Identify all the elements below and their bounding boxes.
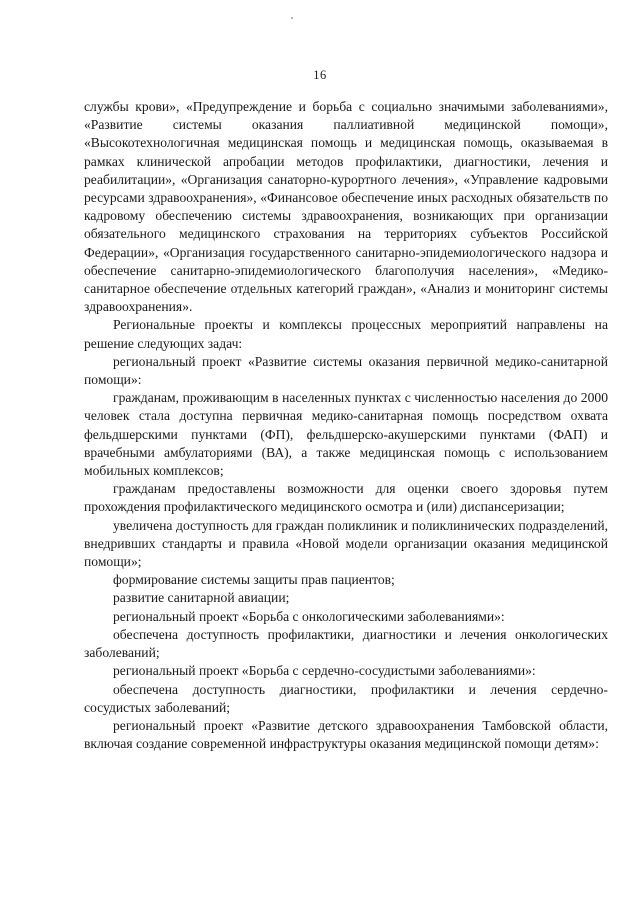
paragraph-project-oncology: региональный проект «Борьба с онкологическими заболеваниями»: (113, 608, 505, 624)
paragraph-project-child-health: региональный проект «Развитие детского здравоохранения Тамбовской области, включая создание современной инфраструктуры оказания медицинской помощи детям»: (84, 717, 608, 752)
paragraph-oncology-access: обеспечена доступность профилактики, диагностики и лечения онкологических заболеваний; (84, 626, 608, 661)
paragraph-air-ambulance: развитие санитарной авиации; (113, 590, 290, 606)
paragraph-cardiology-access: обеспечена доступность диагностики, профилактики и лечения сердечно-сосудистых заболеваний; (84, 681, 608, 715)
document-body (84, 98, 608, 753)
paragraph-continuation: службы крови», «Предупреждение и борьба с социально значимыми заболеваниями», «Развитие системы оказания паллиативной медицинской помощи», «Высокотехнологичная медицинская помощь и медицинская помощь, оказываемая в рамках клинической апробации методов профилактики, диагностики, лечения и реабилитации», «Организация санаторно-курортного лечения», «Управление кадровыми ресурсами здравоохранения», «Финансовое обеспечение иных расходных обязательств по кадровому обеспечению системы здравоохранения, возникающих при организации обязательного медицинского страхования на территориях субъектов Российской Федерации», «Организация государственного санитарно-эпидемиологического надзора и обеспечение санитарно-эпидемиологического благополучия населения», «Медико-санитарное обеспечение отдельных категорий граждан», «Анализ и мониторинг системы здравоохранения». (84, 99, 608, 315)
paragraph-patient-rights: формирование системы защиты прав пациентов; (113, 572, 395, 588)
scan-speck (291, 17, 293, 19)
paragraph-project-primary-care: региональный проект «Развитие системы оказания первичной медико-санитарной помощи»: (84, 353, 608, 388)
paragraph-intro-tasks: Региональные проекты и комплексы процессных мероприятий направлены на решение следующих задач: (84, 317, 608, 351)
page-number: 16 (313, 68, 327, 82)
paragraph-health-assessment: гражданам предоставлены возможности для оценки своего здоровья путем прохождения профилактического медицинского осмотра и (или) диспансеризации; (84, 481, 608, 515)
paragraph-project-cardiology: региональный проект «Борьба с сердечно-сосудистыми заболеваниями»: (113, 663, 536, 679)
paragraph-rural-access: гражданам, проживающим в населенных пунктах с численностью населения до 2000 человек стала доступна первичная медико-санитарная помощь посредством охвата фельдшерскими пунктами (ФП), фельдшерско-акушерскими пунктами (ФАП) и врачебными амбулаториями (ВА), а также медицинская помощь с использованием мобильных комплексов; (84, 390, 608, 479)
paragraph-clinic-access: увеличена доступность для граждан поликлиник и поликлинических подразделений, внедривших стандарты и правила «Новой модели организации оказания медицинской помощи»; (84, 517, 608, 570)
